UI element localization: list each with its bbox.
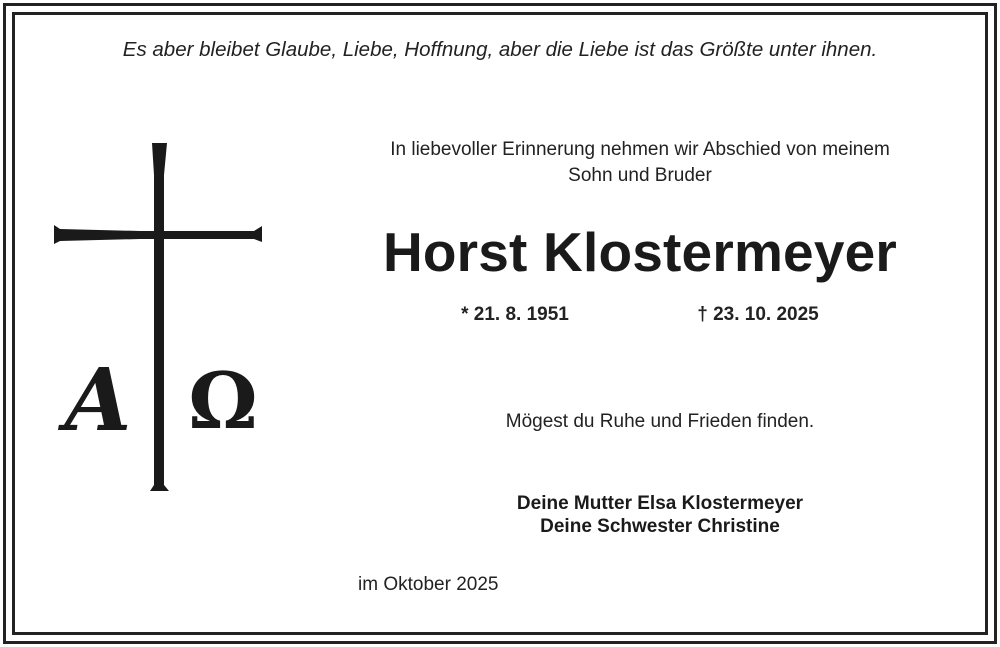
omega-icon: Ω [188,356,258,447]
mourners [420,492,900,538]
farewell-wish: Mögest du Ruhe und Frieden finden. [505,411,815,432]
cross-vertical-beam [150,143,169,491]
birth-date: * 21. 8. 1951 [461,304,569,325]
intro-line-1: In liebevoller Erinnerung nehmen wir Abschied von meinem [390,139,890,160]
mourner-mother: Deine Mutter Elsa Klostermeyer [516,493,804,514]
bible-verse: Es aber bleibet Glaube, Liebe, Hoffnung, aber die Liebe ist das Größte unter ihnen. [122,38,878,61]
deceased-name: Horst Klostermeyer [382,221,898,283]
cross-alpha-omega-icon [40,135,280,505]
intro-line-2: Sohn und Bruder [568,165,712,186]
mourner-sister: Deine Schwester Christine [540,516,780,537]
notice-date: im Oktober 2025 [358,574,499,595]
death-date: † 23. 10. 2025 [697,304,819,325]
alpha-icon: Α [64,350,132,451]
intro-text [340,137,940,189]
